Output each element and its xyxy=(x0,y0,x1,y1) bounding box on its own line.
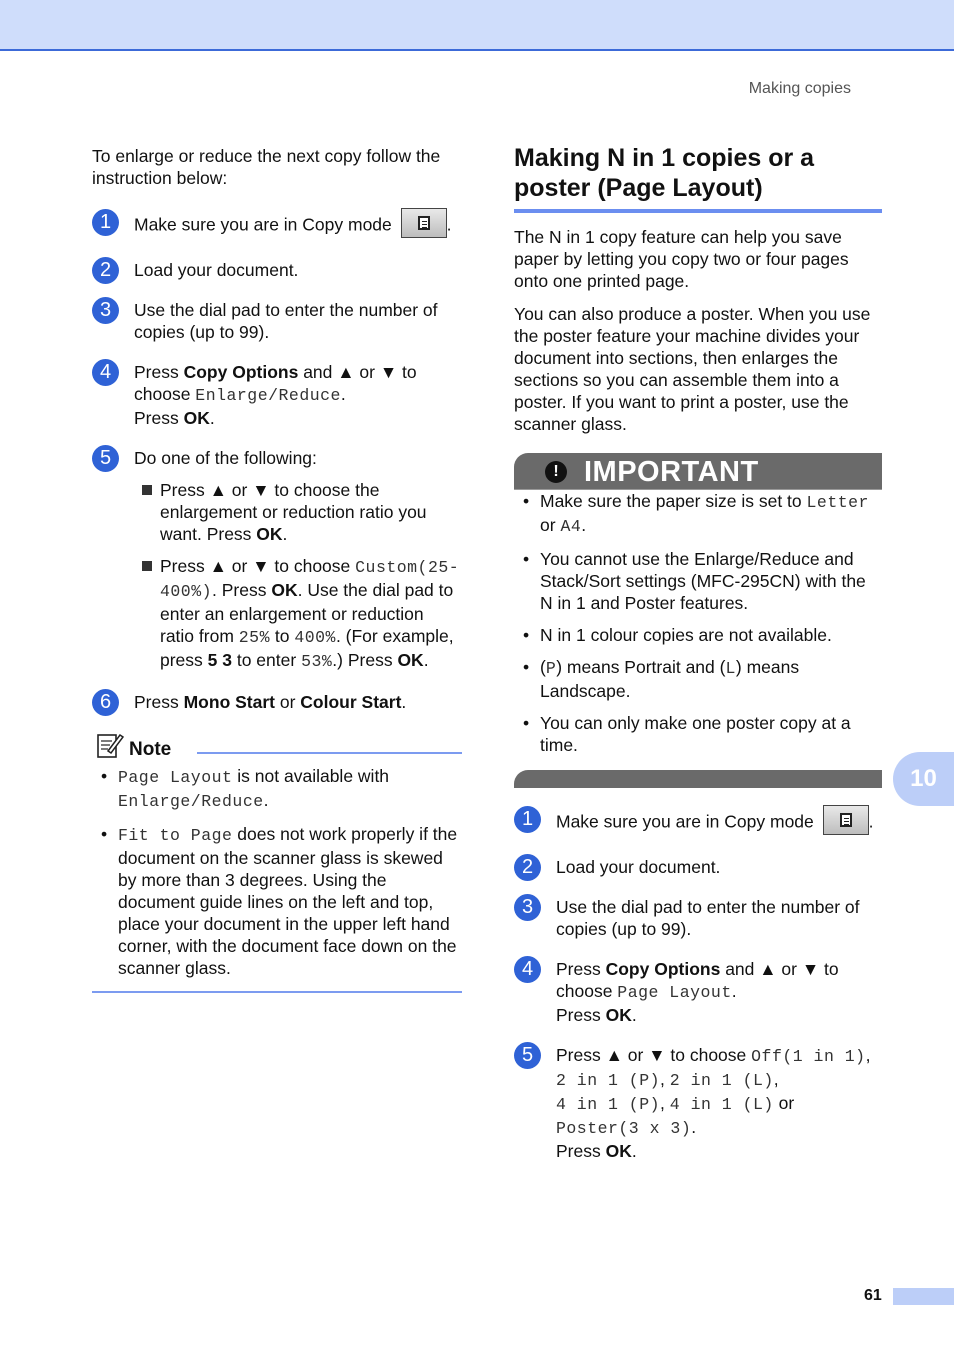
important-item-1: • Make sure the paper size is set to Letter or A4. xyxy=(514,490,882,538)
top-band xyxy=(0,0,954,51)
step-number: 4 xyxy=(514,956,541,983)
note-bullet-1: • Page Layout is not available with Enlarge/Reduce. xyxy=(92,765,462,813)
step-number: 1 xyxy=(92,209,119,236)
paragraph-n-in-1: The N in 1 copy feature can help you save paper by letting you copy two or four pages onto one printed page. xyxy=(514,227,849,291)
important-banner xyxy=(514,453,882,489)
note-rule xyxy=(197,752,462,754)
note-bullet-2: • Fit to Page does not work properly if the document on the scanner glass is skewed by more than 3 degrees. Using the document guide lines on the left and top, place your document in the upper left hand corner, with the document face down on the scanner glass. xyxy=(92,823,462,979)
left-step-5: 5 Do one of the following: Press ▲ or ▼ to choose the enlargement or reduction ratio you want. Press OK. Press ▲ or ▼ to choose Custom(25-400%). Press OK. Use the dial pad to enter an enlargement or reduction ratio from 25% to 400%. (For example, press 5 3 to enter 53%.) Press OK. xyxy=(92,447,462,673)
right-column xyxy=(514,143,882,1180)
paragraph-poster: You can also produce a poster. When you use the poster feature your machine divides your document into sections, then enlarges the sections so you can assemble them into a poster. If you want to print a poster, use the scanner glass. xyxy=(514,304,871,434)
step-number: 1 xyxy=(514,806,541,833)
important-end-bar xyxy=(514,770,882,788)
left-step-6: 6 Press Mono Start or Colour Start. xyxy=(92,691,462,713)
step-number: 6 xyxy=(92,689,119,716)
step-number: 5 xyxy=(92,445,119,472)
copy-key-icon xyxy=(401,208,447,238)
right-step-5: 5 Press ▲ or ▼ to choose Off(1 in 1), 2 in 1 (P), 2 in 1 (L), 4 in 1 (P), 4 in 1 (L) or Poster(3 x 3). Press OK. xyxy=(514,1044,882,1162)
right-step-1: 1 Make sure you are in Copy mode . xyxy=(514,808,882,838)
right-step-2: 2 Load your document. xyxy=(514,856,882,878)
chapter-tab: 10 xyxy=(893,752,954,806)
left-step-4: 4 Press Copy Options and ▲ or ▼ to choose Enlarge/Reduce. Press OK. xyxy=(92,361,462,429)
square-bullet-icon xyxy=(142,561,152,571)
right-step-4: 4 Press Copy Options and ▲ or ▼ to choose Page Layout. Press OK. xyxy=(514,958,882,1026)
left-step-1: 1 Make sure you are in Copy mode . xyxy=(92,211,462,241)
note-header xyxy=(92,731,462,765)
note-title: Note xyxy=(129,739,172,760)
step-number: 5 xyxy=(514,1042,541,1069)
exclamation-icon: ! xyxy=(545,461,567,483)
note-end-rule xyxy=(92,991,462,993)
left-column xyxy=(92,145,462,993)
step-number: 3 xyxy=(92,297,119,324)
option-enlarge-ratio: Press ▲ or ▼ to choose the enlargement or reduction ratio you want. Press OK. xyxy=(134,479,462,545)
page-footer-bar xyxy=(893,1288,954,1305)
important-item-2: • You cannot use the Enlarge/Reduce and Stack/Sort settings (MFC-295CN) with the N in 1 and Poster features. xyxy=(514,548,882,614)
note-pencil-icon xyxy=(96,731,124,759)
step-number: 4 xyxy=(92,359,119,386)
section-title: Making N in 1 copies or a poster (Page Layout) xyxy=(514,143,882,213)
intro-text: To enlarge or reduce the next copy follow the instruction below: xyxy=(92,146,441,188)
step-number: 2 xyxy=(92,257,119,284)
important-item-4: • (P) means Portrait and (L) means Landscape. xyxy=(514,656,882,702)
running-header: Making copies xyxy=(748,80,851,97)
step-number: 2 xyxy=(514,854,541,881)
left-step-3: 3 Use the dial pad to enter the number of copies (up to 99). xyxy=(92,299,462,343)
important-item-5: • You can only make one poster copy at a time. xyxy=(514,712,882,756)
page-number: 61 xyxy=(864,1287,882,1304)
left-step-2: 2 Load your document. xyxy=(92,259,462,281)
right-step-3: 3 Use the dial pad to enter the number of copies (up to 99). xyxy=(514,896,882,940)
important-item-3: • N in 1 colour copies are not available. xyxy=(514,624,882,646)
step-number: 3 xyxy=(514,894,541,921)
copy-key-icon xyxy=(823,805,869,835)
important-label: IMPORTANT xyxy=(584,456,759,488)
option-custom-ratio: Press ▲ or ▼ to choose Custom(25-400%). Press OK. Use the dial pad to enter an enlargement or reduction ratio from 25% to 400%. (For example, press 5 3 to enter 53%.) Press OK. xyxy=(134,555,462,673)
important-body xyxy=(514,489,882,756)
square-bullet-icon xyxy=(142,485,152,495)
